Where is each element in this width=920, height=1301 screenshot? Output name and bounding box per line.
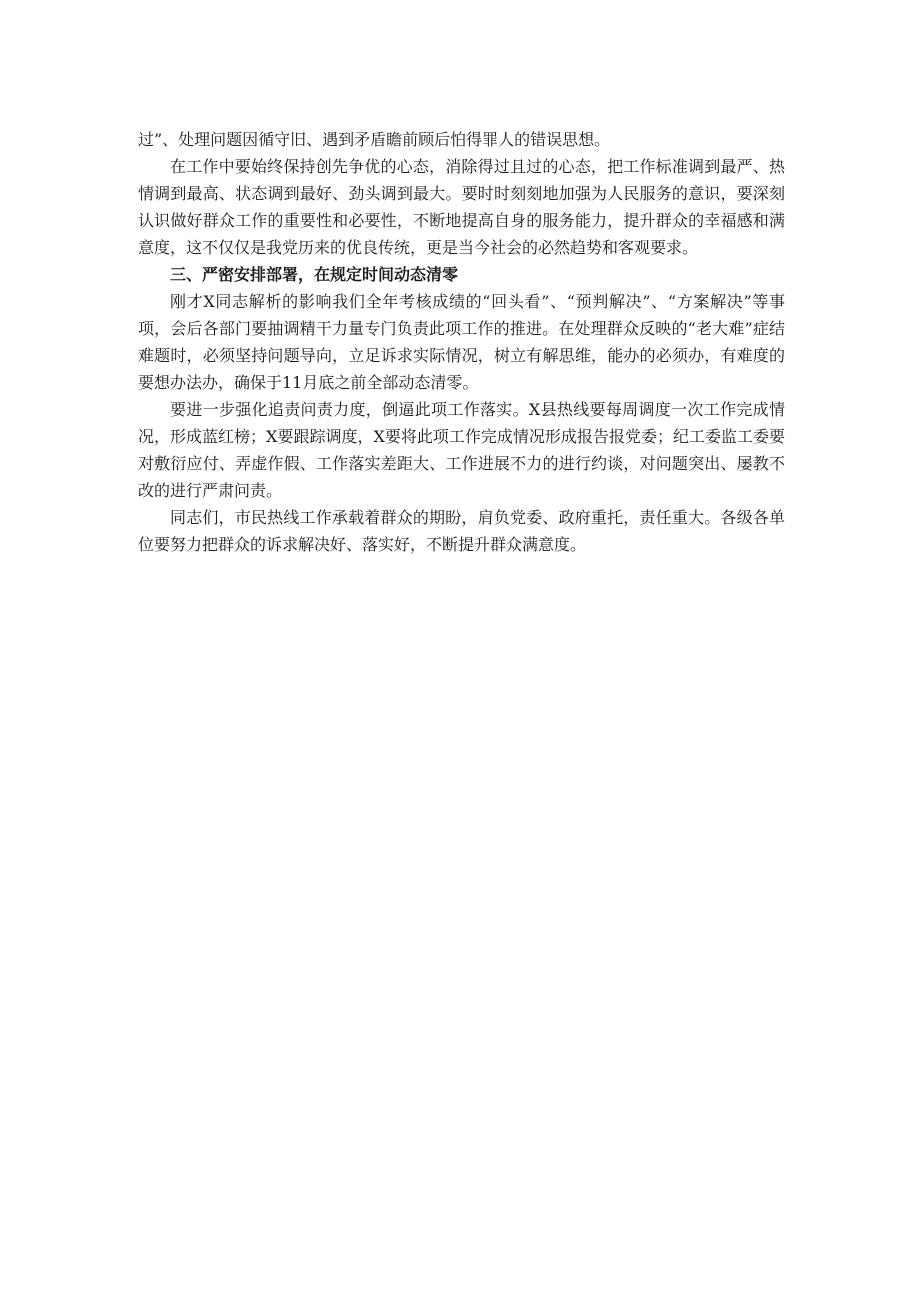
- paragraph-conclusion: 同志们，市民热线工作承载着群众的期盼，肩负党委、政府重托，责任重大。各级各单位要努力把群众的诉求解决好、落实好，不断提升群众满意度。: [138, 508, 785, 554]
- paragraph-dynamic-clearing: 刚才X同志解析的影响我们全年考核成绩的“回头看”、“预判解决”、“方案解决”等事项，会后各部门要抽调精干力量专门负责此项工作的推进。在处理群众反映的“老大难”症结难题时，必须坚持问题导向，立足诉求实际情况，树立有解思维，能办的必须办，有难度的要想办法办，确保于11月底之前全部动态清零。: [138, 292, 785, 392]
- document-body: [138, 126, 785, 558]
- paragraph-accountability: 要进一步强化追责问责力度，倒逼此项工作落实。X县热线要每周调度一次工作完成情况，形成蓝红榜；X要跟踪调度，X要将此项工作完成情况形成报告报党委；纪工委监工委要对敷衍应付、弄虚作假、工作落实差距大、工作进展不力的进行约谈，对问题突出、屡教不改的进行严肃问责。: [138, 400, 785, 500]
- paragraph-continuation: 过”、处理问题因循守旧、遇到矛盾瞻前顾后怕得罪人的错误思想。: [138, 130, 611, 149]
- paragraph-work-attitude: 在工作中要始终保持创先争优的心态，消除得过且过的心态，把工作标准调到最严、热情调到最高、状态调到最好、劲头调到最大。要时时刻刻地加强为人民服务的意识，要深刻认识做好群众工作的重要性和必要性，不断地提高自身的服务能力，提升群众的幸福感和满意度，这不仅仅是我党历来的优良传统，更是当今社会的必然趋势和客观要求。: [138, 157, 785, 257]
- section-heading-three: 三、严密安排部署，在规定时间动态清零: [170, 265, 459, 284]
